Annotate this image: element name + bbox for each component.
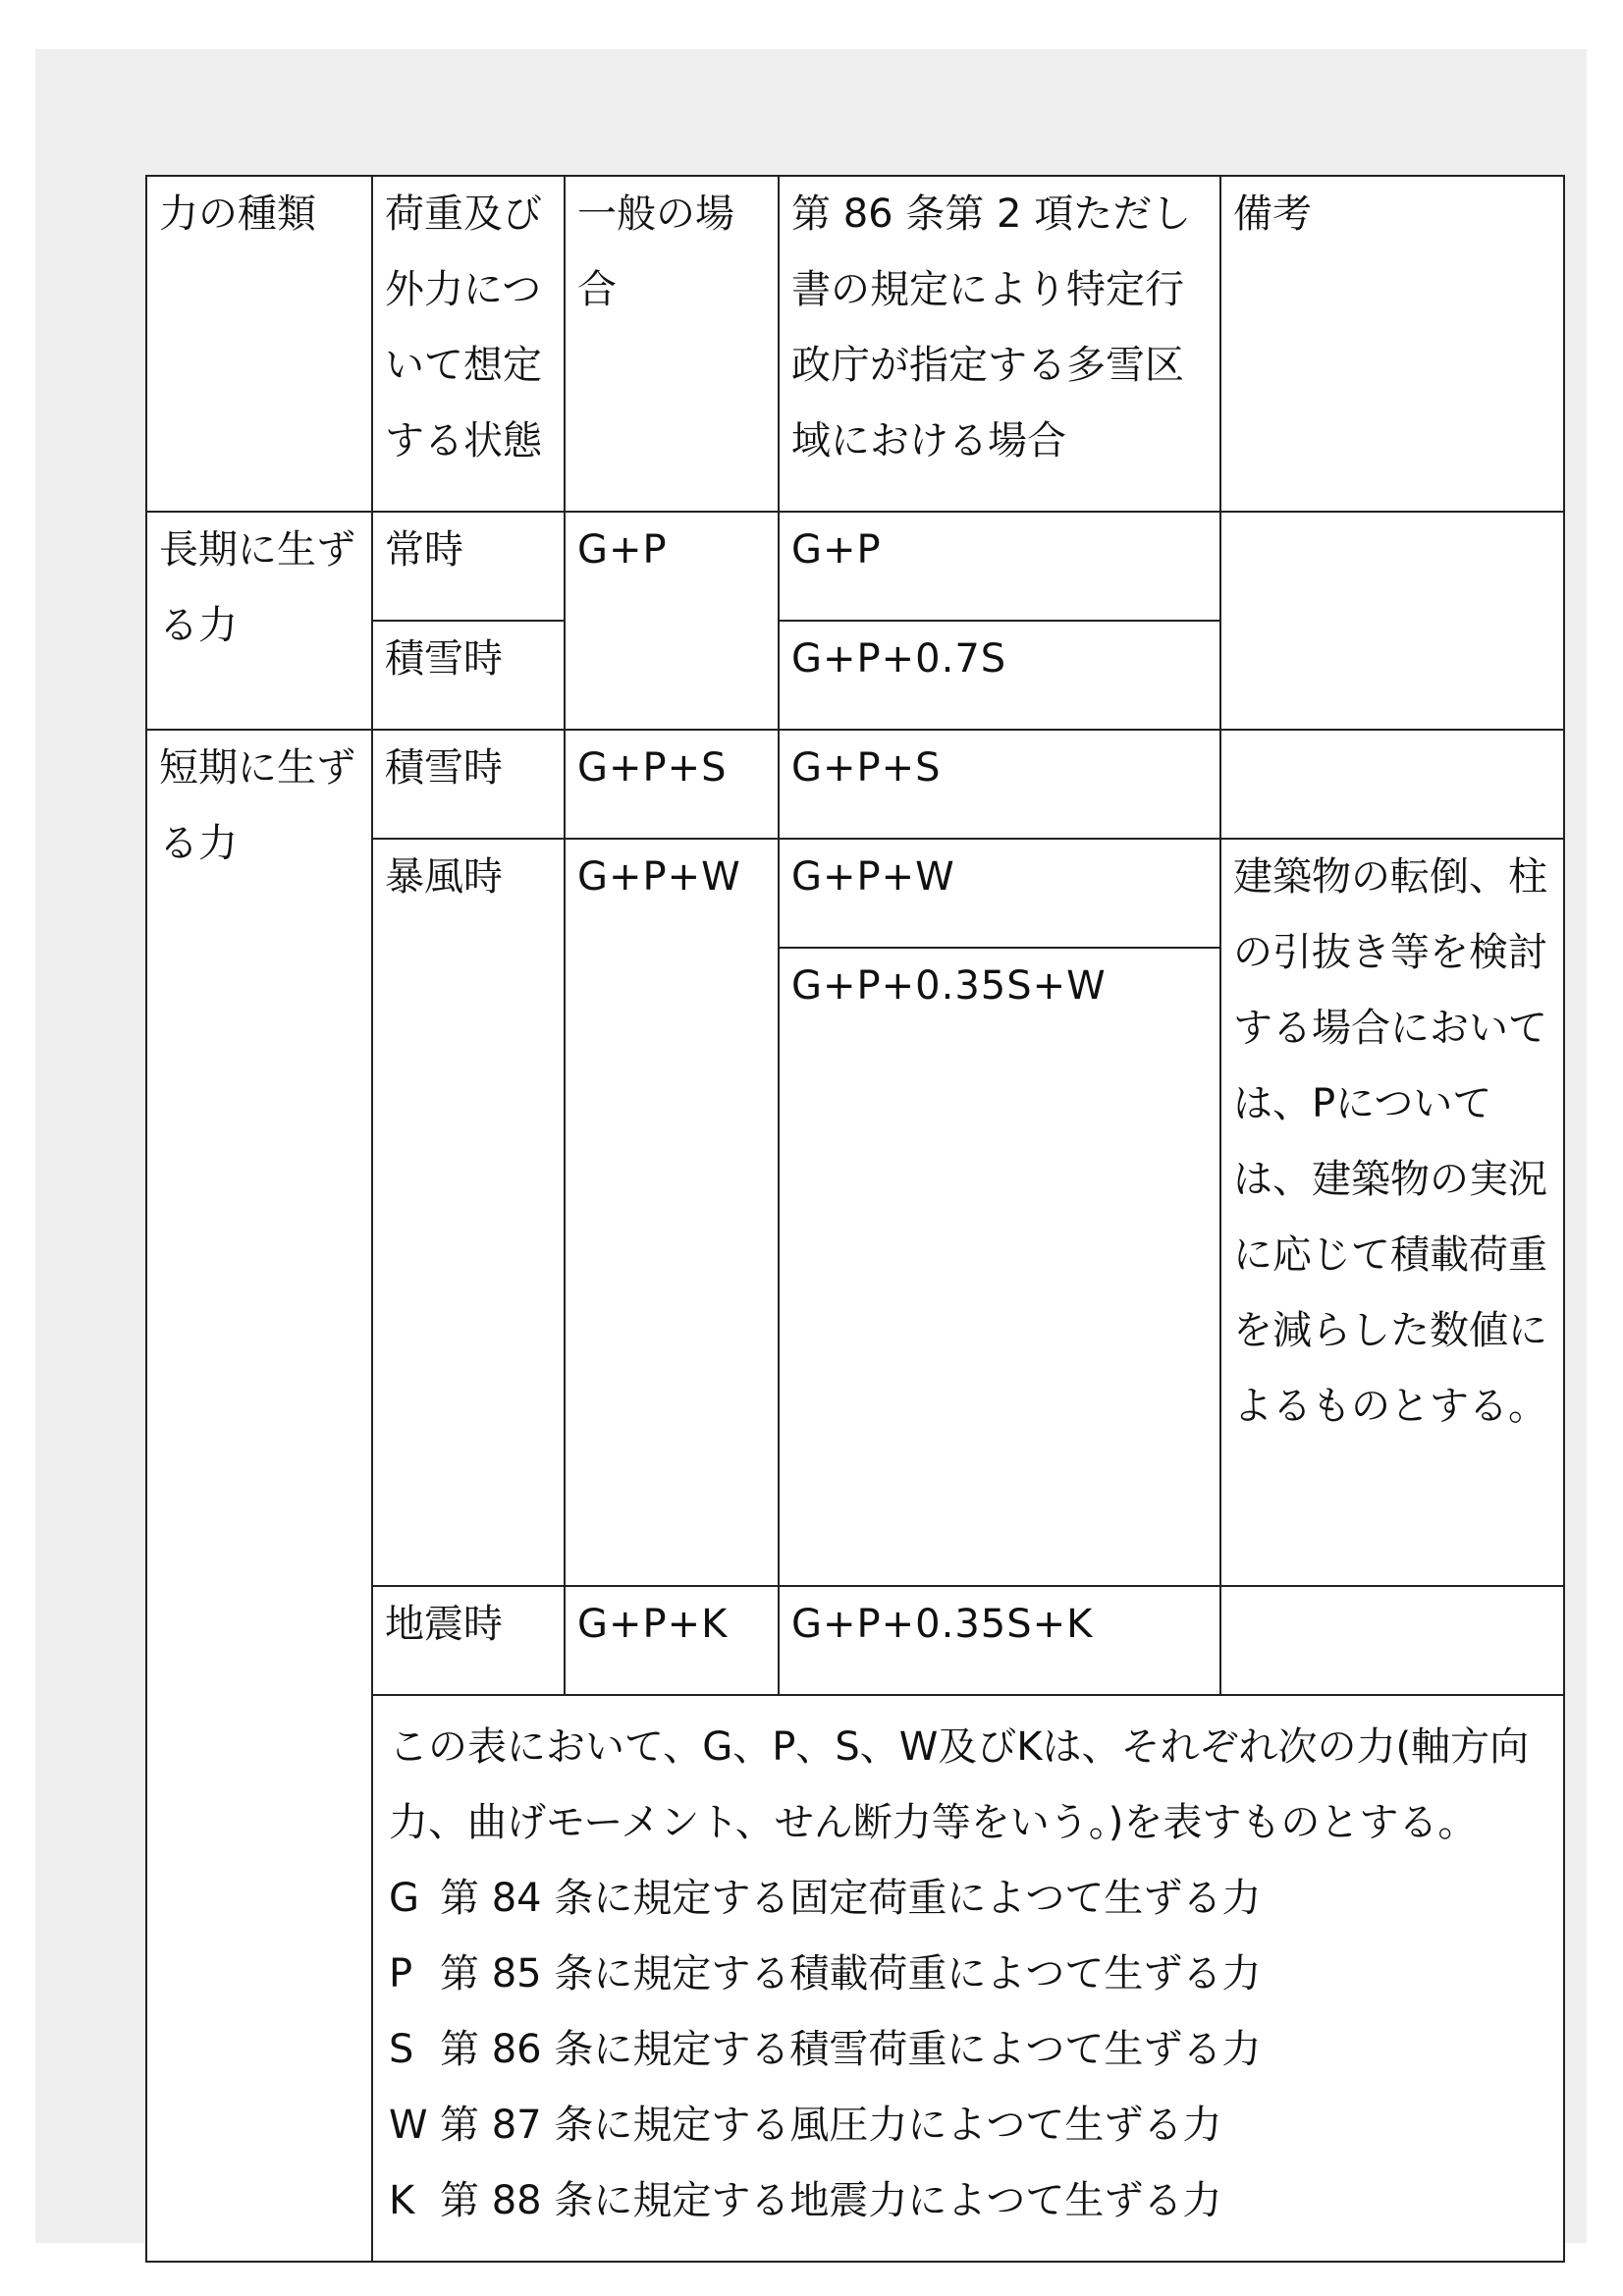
long-term-snow-area-formula: G+P+0.7S (779, 621, 1220, 730)
definition-symbol: W (389, 2103, 428, 2148)
page-sheet (35, 49, 1587, 2243)
definition-text: 第 85 条に規定する積載荷重によつて生ずる力 (440, 1951, 1262, 1996)
load-combination-table (145, 175, 1565, 2263)
header-heavy-snow-area: 第 86 条第 2 項ただし書の規定により特定行政庁が指定する多雪区域における場合 (779, 176, 1220, 512)
definition-p (389, 1937, 1547, 2012)
long-term-normal-snow-area-formula: G+P (779, 512, 1220, 621)
notes-intro: この表において、G、P、S、W及びKは、それぞれ次の力(軸方向力、曲げモーメント、せん断力等をいう。)を表すものとする。 (389, 1724, 1530, 1845)
definition-symbol: P (389, 1951, 413, 1996)
short-term-quake-remarks (1220, 1586, 1564, 1695)
definition-symbol: G (389, 1876, 419, 1921)
short-term-storm-state: 暴風時 (372, 839, 565, 1586)
definition-k (389, 2163, 1547, 2239)
short-term-storm-area-formula-2: G+P+0.35S+W (779, 948, 1220, 1586)
short-term-snow-row (146, 730, 1564, 839)
long-term-label: 長期に生ずる力 (146, 512, 372, 730)
long-term-normal-row (146, 512, 1564, 621)
notes-cell (372, 1695, 1564, 2262)
short-term-snow-remarks (1220, 730, 1564, 839)
short-term-snow-area-formula: G+P+S (779, 730, 1220, 839)
short-term-quake-state: 地震時 (372, 1586, 565, 1695)
short-term-storm-remarks: 建築物の転倒、柱の引抜き等を検討する場合においては、Pについては、建築物の実況に応じて積載荷重を減らした数値によるものとする。 (1220, 839, 1564, 1586)
definition-symbol: S (389, 2027, 414, 2072)
short-term-storm-general-formula: G+P+W (565, 839, 779, 1586)
header-row (146, 176, 1564, 512)
definition-text: 第 88 条に規定する地震力によつて生ずる力 (440, 2178, 1222, 2223)
header-force-type: 力の種類 (146, 176, 372, 512)
short-term-label: 短期に生ずる力 (146, 730, 372, 2262)
definition-text: 第 86 条に規定する積雪荷重によつて生ずる力 (440, 2027, 1262, 2072)
definition-text: 第 87 条に規定する風圧力によつて生ずる力 (440, 2103, 1222, 2148)
long-term-snow-state: 積雪時 (372, 621, 565, 730)
definition-text: 第 84 条に規定する固定荷重によつて生ずる力 (440, 1876, 1262, 1921)
short-term-snow-general-formula: G+P+S (565, 730, 779, 839)
header-state: 荷重及び外力について想定する状態 (372, 176, 565, 512)
short-term-storm-area-formula-1: G+P+W (779, 839, 1220, 948)
definition-g (389, 1861, 1547, 1937)
short-term-quake-area-formula: G+P+0.35S+K (779, 1586, 1220, 1695)
definition-w (389, 2088, 1547, 2163)
short-term-snow-state: 積雪時 (372, 730, 565, 839)
long-term-normal-state: 常時 (372, 512, 565, 621)
header-general-case: 一般の場合 (565, 176, 779, 512)
short-term-quake-general-formula: G+P+K (565, 1586, 779, 1695)
header-remarks: 備考 (1220, 176, 1564, 512)
definition-s (389, 2012, 1547, 2088)
long-term-remarks (1220, 512, 1564, 730)
definition-symbol: K (389, 2178, 415, 2223)
long-term-general-formula: G+P (565, 512, 779, 730)
